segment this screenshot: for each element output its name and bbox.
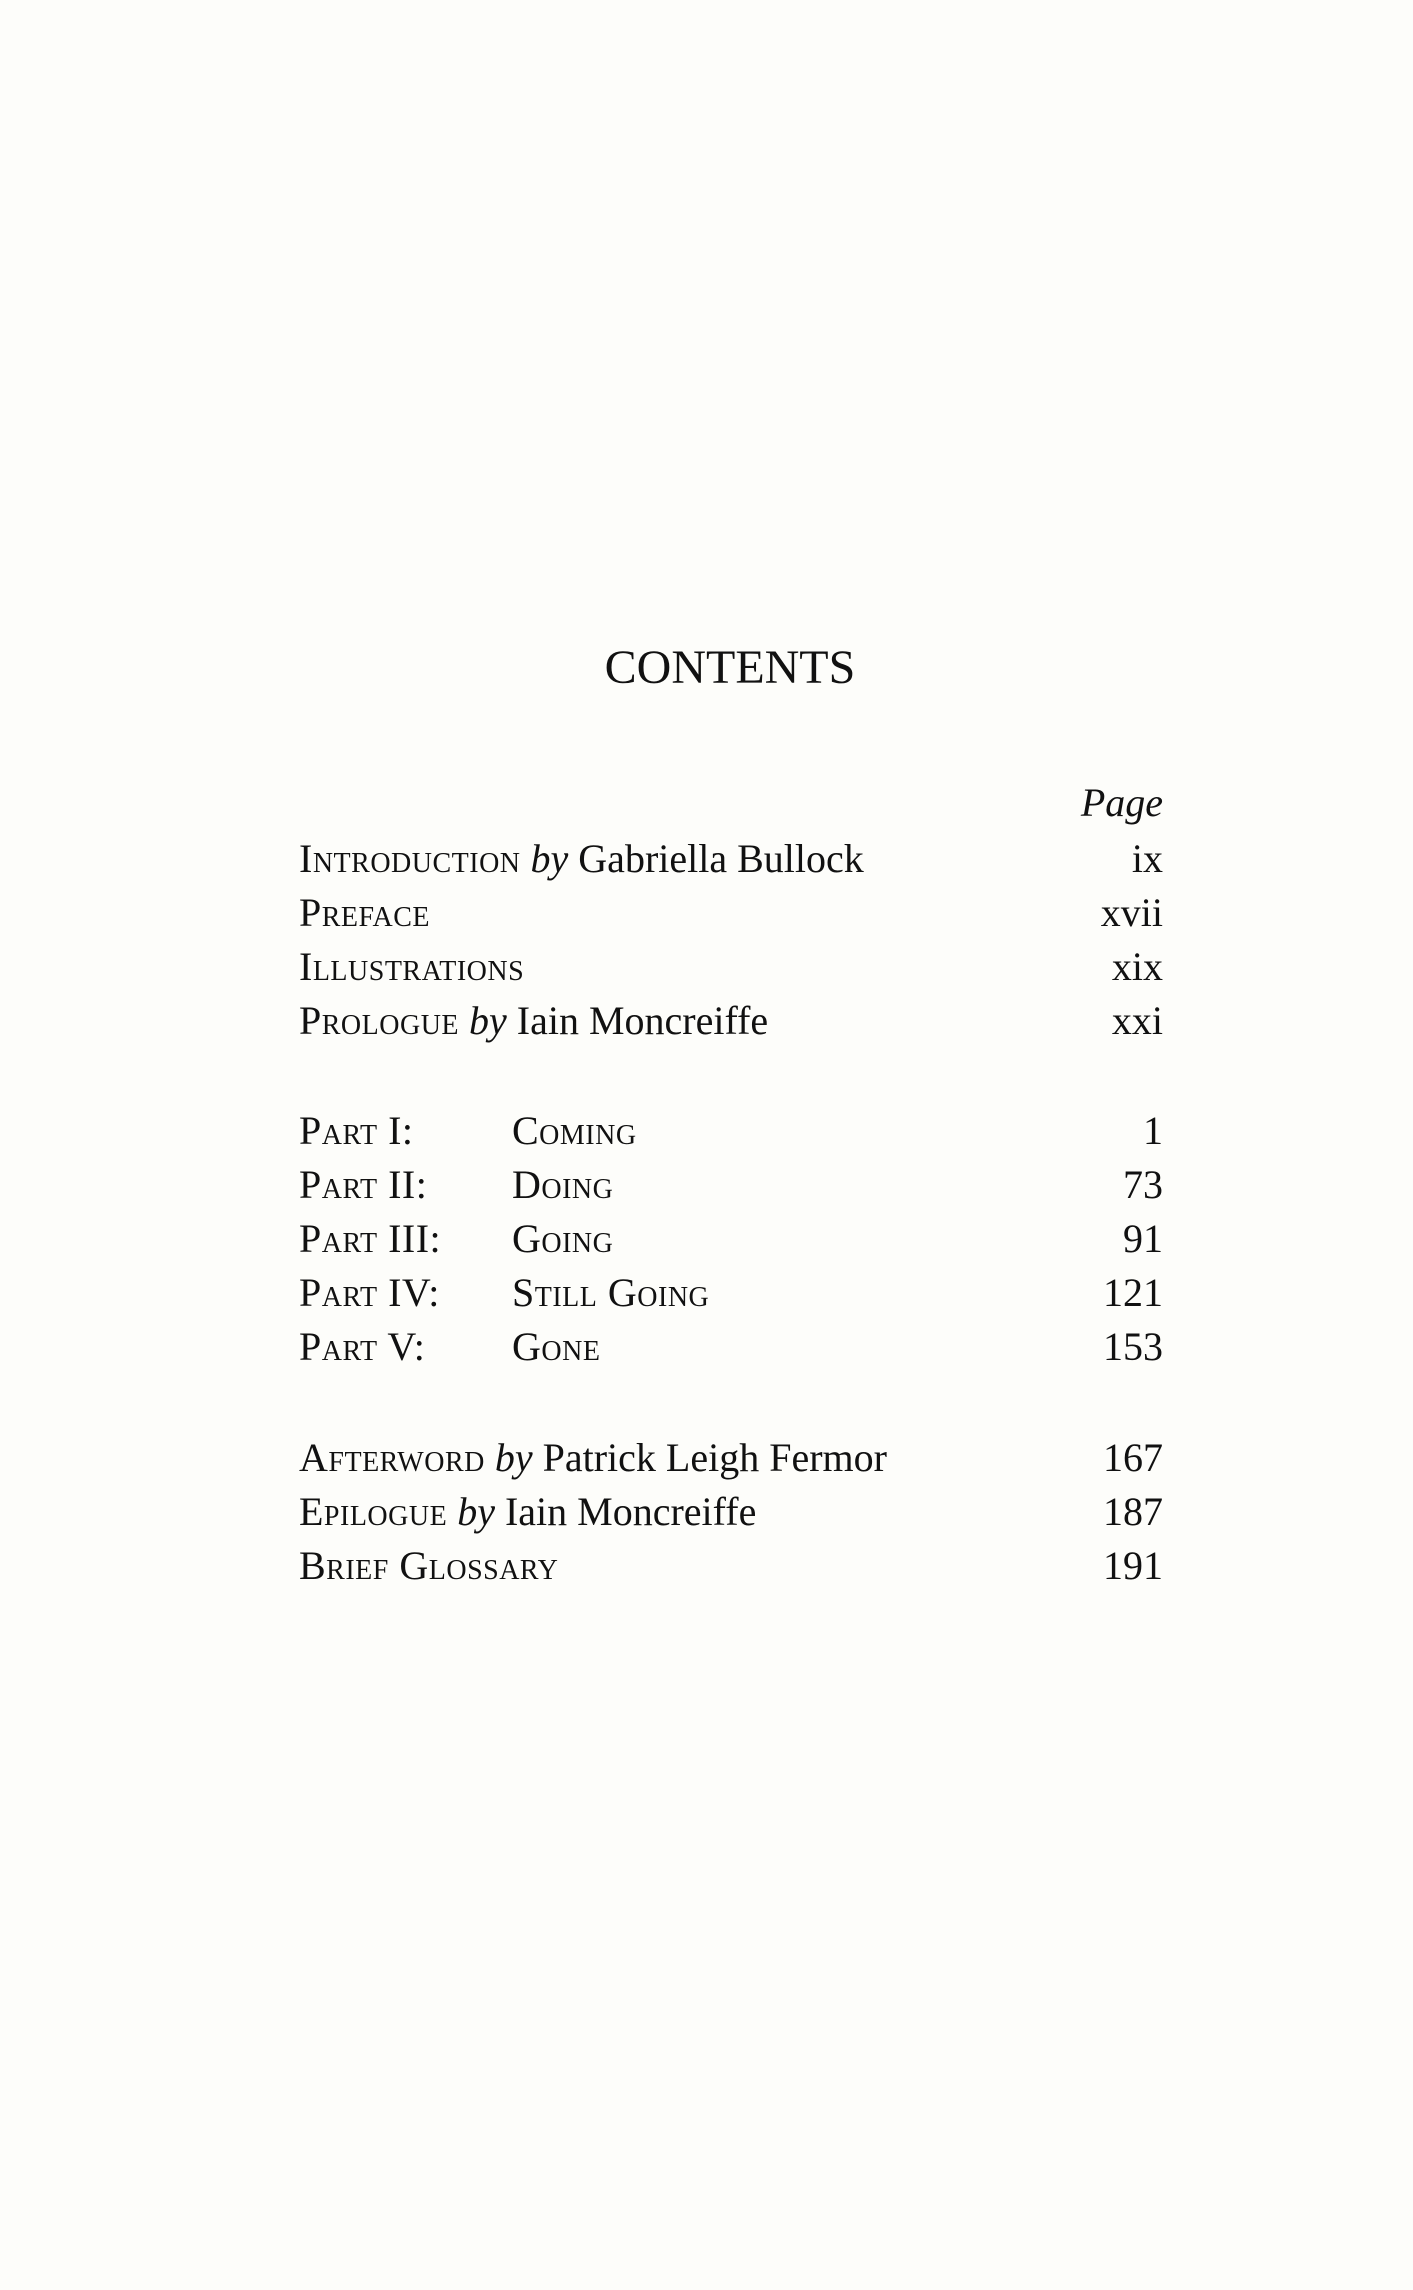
entry-page: 121	[1103, 1270, 1163, 1315]
entry-by: by	[530, 836, 569, 881]
entry-label: Illustrations	[299, 944, 525, 989]
part-number: Part I:	[299, 1108, 414, 1153]
entry-label: Brief Glossary	[299, 1543, 559, 1588]
toc-entry[interactable]	[299, 1431, 1163, 1485]
entry-label: Epilogue	[299, 1489, 448, 1534]
part-title: Still Going	[512, 1270, 710, 1315]
entry-page: xix	[1111, 944, 1163, 989]
part-title: Gone	[512, 1324, 601, 1369]
toc-entry[interactable]	[299, 886, 1163, 940]
toc-entry[interactable]	[299, 994, 1163, 1048]
entry-author: Patrick Leigh Fermor	[542, 1435, 887, 1480]
page-header-label: Page	[1080, 780, 1163, 825]
toc-entry[interactable]	[299, 832, 1163, 886]
entry-page: 191	[1103, 1543, 1163, 1588]
entry-label: Preface	[299, 890, 431, 935]
entry-page: 153	[1103, 1324, 1163, 1369]
toc-entry[interactable]	[299, 940, 1163, 994]
part-number: Part IV:	[299, 1270, 440, 1315]
toc-part[interactable]	[299, 1266, 1163, 1320]
part-number: Part III:	[299, 1216, 442, 1261]
entry-page: xxi	[1111, 998, 1163, 1043]
page-title: CONTENTS	[604, 641, 856, 694]
entry-page: 167	[1103, 1435, 1163, 1480]
entry-label: Introduction	[299, 836, 521, 881]
toc-part[interactable]	[299, 1320, 1163, 1374]
toc-part[interactable]	[299, 1158, 1163, 1212]
toc-part[interactable]	[299, 1212, 1163, 1266]
entry-page: 91	[1123, 1216, 1163, 1261]
entry-by: by	[494, 1435, 533, 1480]
part-title: Going	[512, 1216, 614, 1261]
entry-page: xvii	[1100, 890, 1163, 935]
entry-label: Afterword	[299, 1435, 485, 1480]
part-title: Coming	[512, 1108, 637, 1153]
entry-page: 73	[1123, 1162, 1163, 1207]
entry-page: 1	[1143, 1108, 1163, 1153]
part-title: Doing	[512, 1162, 614, 1207]
entry-author: Iain Moncreiffe	[504, 1489, 757, 1534]
entry-author: Iain Moncreiffe	[516, 998, 769, 1043]
toc-part[interactable]	[299, 1104, 1163, 1158]
part-number: Part V:	[299, 1324, 426, 1369]
entry-label: Prologue	[299, 998, 460, 1043]
entry-by: by	[457, 1489, 495, 1534]
page-column-header	[299, 776, 1163, 830]
toc-entry[interactable]	[299, 1539, 1163, 1593]
toc-entry[interactable]	[299, 1485, 1163, 1539]
entry-page: ix	[1131, 836, 1163, 881]
part-number: Part II:	[299, 1162, 428, 1207]
entry-by: by	[469, 998, 507, 1043]
entry-author: Gabriella Bullock	[578, 836, 864, 881]
entry-page: 187	[1103, 1489, 1163, 1534]
